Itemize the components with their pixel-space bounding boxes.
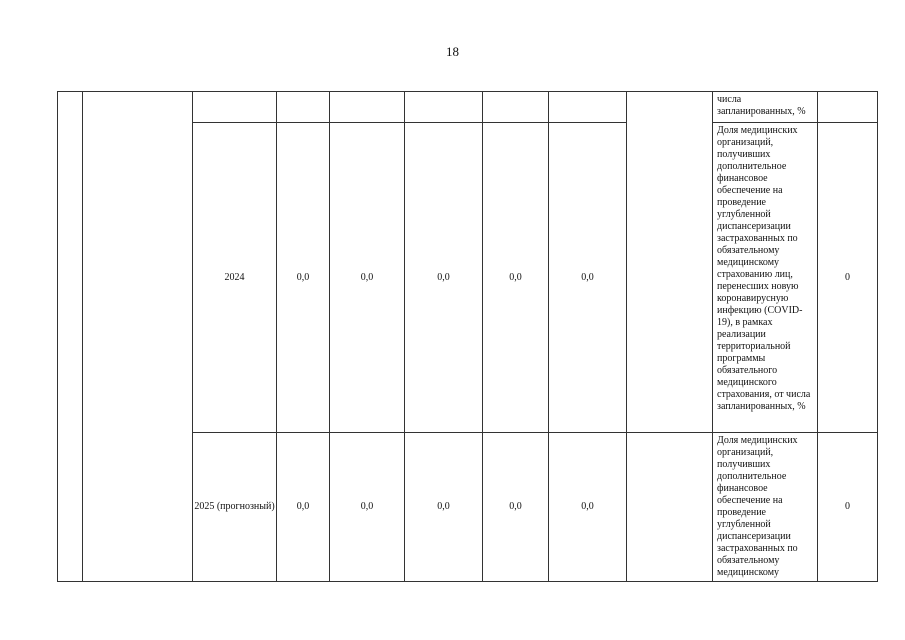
value-cell: [277, 92, 330, 123]
value-cell: 0,0: [483, 433, 549, 582]
indicator-description: Доля медицинских организаций, получивших дополнительное финансовое обеспечение на проведение углубленной диспансеризации застрахованных по обязательному медицинскому страхованию лиц, перенесших новую коронавирусную инфекцию (COVID-19), в рамках реализации территориальной программы обязательного медицинского страхования, от числа запланированных, %: [713, 123, 818, 433]
value-cell: [330, 92, 405, 123]
value-cell: 0,0: [405, 123, 483, 433]
indicator-value: [818, 92, 878, 123]
year-cell: 2024: [193, 123, 277, 433]
value-cell: 0,0: [277, 433, 330, 582]
value-cell: 0,0: [549, 123, 627, 433]
name-cell: [83, 92, 193, 582]
value-cell: [405, 92, 483, 123]
value-cell: 0,0: [330, 123, 405, 433]
value-cell: 0,0: [405, 433, 483, 582]
indicator-description: числа запланированных, %: [713, 92, 818, 123]
indicator-value: 0: [818, 433, 878, 582]
value-cell: 0,0: [277, 123, 330, 433]
page-number: 18: [446, 44, 459, 59]
year-cell: 2025 (прогнозный): [193, 433, 277, 582]
indicator-description: Доля медицинских организаций, получивших дополнительное финансовое обеспечение на проведение углубленной диспансеризации застрахованных по обязательному медицинскому: [713, 433, 818, 582]
year-cell: [193, 92, 277, 123]
value-cell: 0,0: [330, 433, 405, 582]
executor-cell: [627, 433, 713, 582]
value-cell: 0,0: [483, 123, 549, 433]
value-cell: [549, 92, 627, 123]
value-cell: [483, 92, 549, 123]
indicator-value: 0: [818, 123, 878, 433]
value-cell: 0,0: [549, 433, 627, 582]
index-cell: [58, 92, 83, 582]
program-financing-table: [57, 91, 878, 582]
table-row: [58, 92, 878, 123]
executor-cell: [627, 92, 713, 433]
